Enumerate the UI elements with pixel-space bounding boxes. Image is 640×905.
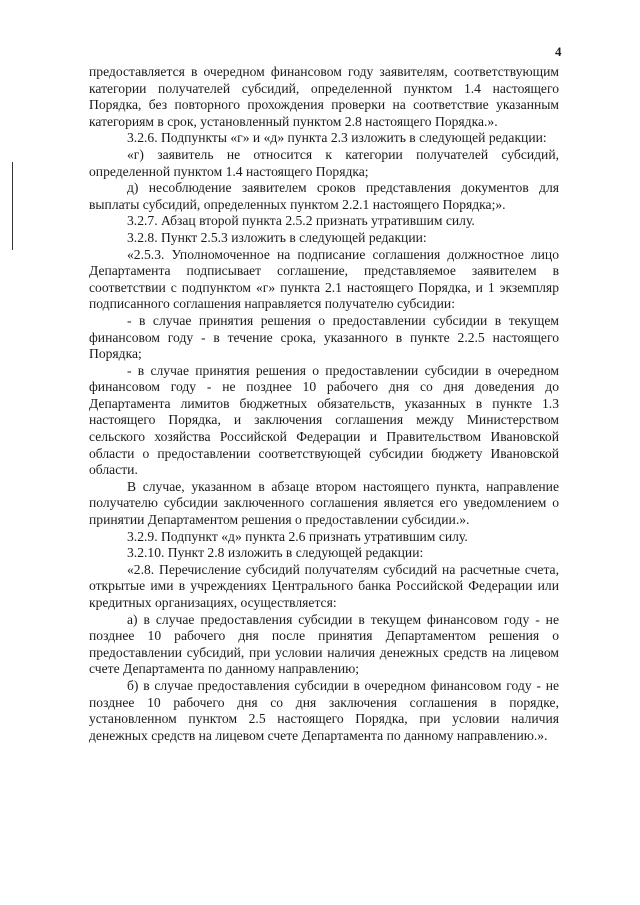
paragraph: 3.2.8. Пункт 2.5.3 изложить в следующей редакции: [127, 229, 427, 245]
paragraph: - в случае принятия решения о предоставлении субсидии в очередном финансовом году - не позднее 10 рабочего дня со дня доведения до Департамента лимитов бюджетных обязательств, указанных в пункте 1.3 настоящего Порядка, и заключения соглашения между Министерством сельского хозяйства Российской Федерации и Правительством Ивановской области о предоставлении соответствующей субсидии бюджету Ивановской области. [89, 362, 559, 478]
page-number: 4 [555, 44, 562, 59]
paragraph: 3.2.7. Абзац второй пункта 2.5.2 признать утратившим силу. [127, 213, 475, 229]
paragraph: а) в случае предоставления субсидии в текущем финансовом году - не позднее 10 рабочего дня после принятия Департаментом решения о предоставлении субсидий, при условии наличия денежных средств на лицевом счете Департамента по данному направлению; [89, 611, 559, 677]
paragraph: д) несоблюдение заявителем сроков представления документов для выплаты субсидий, определенных пунктом 2.2.1 настоящего Порядка;». [89, 180, 559, 212]
document-body [89, 64, 559, 744]
margin-mark [12, 162, 13, 250]
paragraph: В случае, указанном в абзаце втором настоящего пункта, направление получателю субсидии заключенного соглашения является его уведомлением о принятии Департаментом решения о предоставлении субсидии.». [89, 478, 559, 528]
paragraph: 3.2.6. Подпункты «г» и «д» пункта 2.3 изложить в следующей редакции: [127, 130, 547, 146]
paragraph: «г) заявитель не относится к категории получателей субсидий, определенной пунктом 1.4 настоящего Порядка; [89, 146, 559, 179]
paragraph: «2.8. Перечисление субсидий получателям субсидий на расчетные счета, открытые ими в учреждениях Центрального банка Российской Федерации или кредитных организациях, осуществляется: [89, 561, 559, 610]
paragraph: 3.2.9. Подпункт «д» пункта 2.6 признать утратившим силу. [127, 528, 468, 544]
paragraph: 3.2.10. Пункт 2.8 изложить в следующей редакции: [127, 545, 424, 561]
paragraph: «2.5.3. Уполномоченное на подписание соглашения должностное лицо Департамента подписывает соглашение, представляемое заявителем в соответствии с подпунктом «г» пункта 2.1 настоящего Порядка, и 1 экземпляр подписанного соглашения направляется получателю субсидии: [89, 246, 559, 312]
paragraph: б) в случае предоставления субсидии в очередном финансовом году - не позднее 10 рабочего дня со дня заключения соглашения в порядке, установленном пунктом 2.5 настоящего Порядка, при условии наличия денежных средств на лицевом счете Департамента по данному направлению.». [89, 677, 559, 743]
paragraph: предоставляется в очередном финансовом году заявителям, соответствующим категории получателей субсидий, определенной пунктом 1.4 настоящего Порядка, без повторного прохождения проверки на соответствие указанным категориям в срок, установленный пунктом 2.8 настоящего Порядка.». [89, 64, 559, 129]
paragraph: - в случае принятия решения о предоставлении субсидии в текущем финансовом году - в течение срока, указанного в пункте 2.2.5 настоящего Порядка; [89, 312, 559, 362]
